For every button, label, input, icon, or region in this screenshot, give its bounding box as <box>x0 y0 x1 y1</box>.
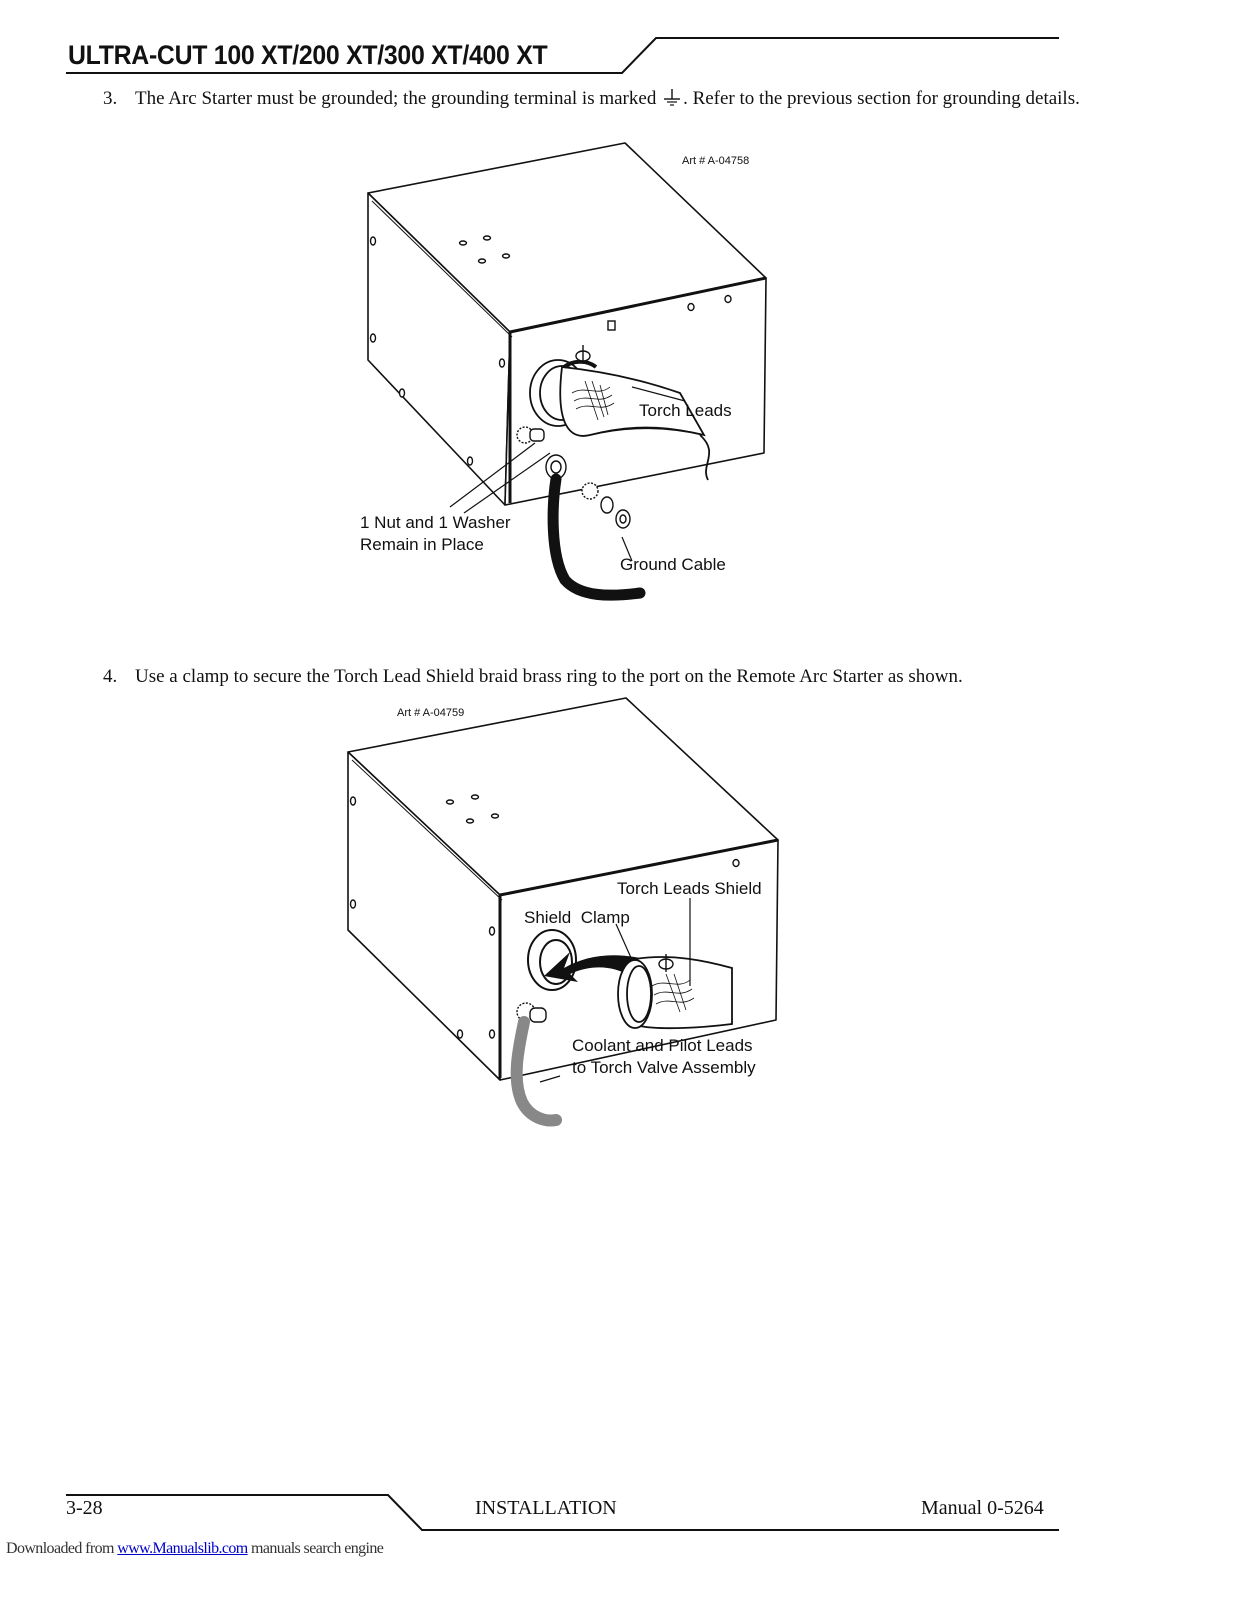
section-name: INSTALLATION <box>475 1497 617 1519</box>
download-suffix: manuals search engine <box>247 1540 384 1557</box>
step-text: Use a clamp to secure the Torch Lead Shield braid brass ring to the port on the Remote Arc Starter as shown. <box>135 666 963 687</box>
ground-symbol-icon <box>661 88 683 106</box>
label-coolant-line2: to Torch Valve Assembly <box>572 1058 756 1077</box>
label-torch-leads-shield: Torch Leads Shield <box>617 879 762 898</box>
download-prefix: Downloaded from <box>6 1540 118 1557</box>
manualslib-link[interactable]: www.Manualslib.com <box>117 1540 248 1557</box>
manual-title: ULTRA-CUT 100 XT/200 XT/300 XT/400 XT <box>68 40 548 70</box>
download-note <box>6 1540 383 1558</box>
label-ground-cable: Ground Cable <box>620 555 726 574</box>
art-number-1: Art # A-04758 <box>682 155 750 167</box>
step-number: 3. <box>103 88 118 109</box>
label-coolant-line1: Coolant and Pilot Leads <box>572 1036 753 1055</box>
label-shield-clamp: Shield Clamp <box>524 908 630 927</box>
label-nut-washer <box>360 512 511 556</box>
step-4 <box>103 665 1083 689</box>
step-3 <box>103 87 1083 111</box>
label-nut-washer-line1: 1 Nut and 1 Washer <box>360 513 511 532</box>
label-torch-leads: Torch Leads <box>639 401 732 420</box>
step-number: 4. <box>103 666 118 687</box>
footer-rule <box>0 1480 1237 1540</box>
label-coolant-pilot-leads <box>572 1035 756 1079</box>
page-number: 3-28 <box>66 1497 103 1519</box>
art-number-2: Art # A-04759 <box>397 707 465 719</box>
step-text: The Arc Starter must be grounded; the grounding terminal is marked <box>135 88 657 109</box>
step-text-continued: . Refer to the previous section for grounding details. <box>683 88 1080 109</box>
label-nut-washer-line2: Remain in Place <box>360 535 484 554</box>
manual-number: Manual 0-5264 <box>921 1497 1044 1519</box>
